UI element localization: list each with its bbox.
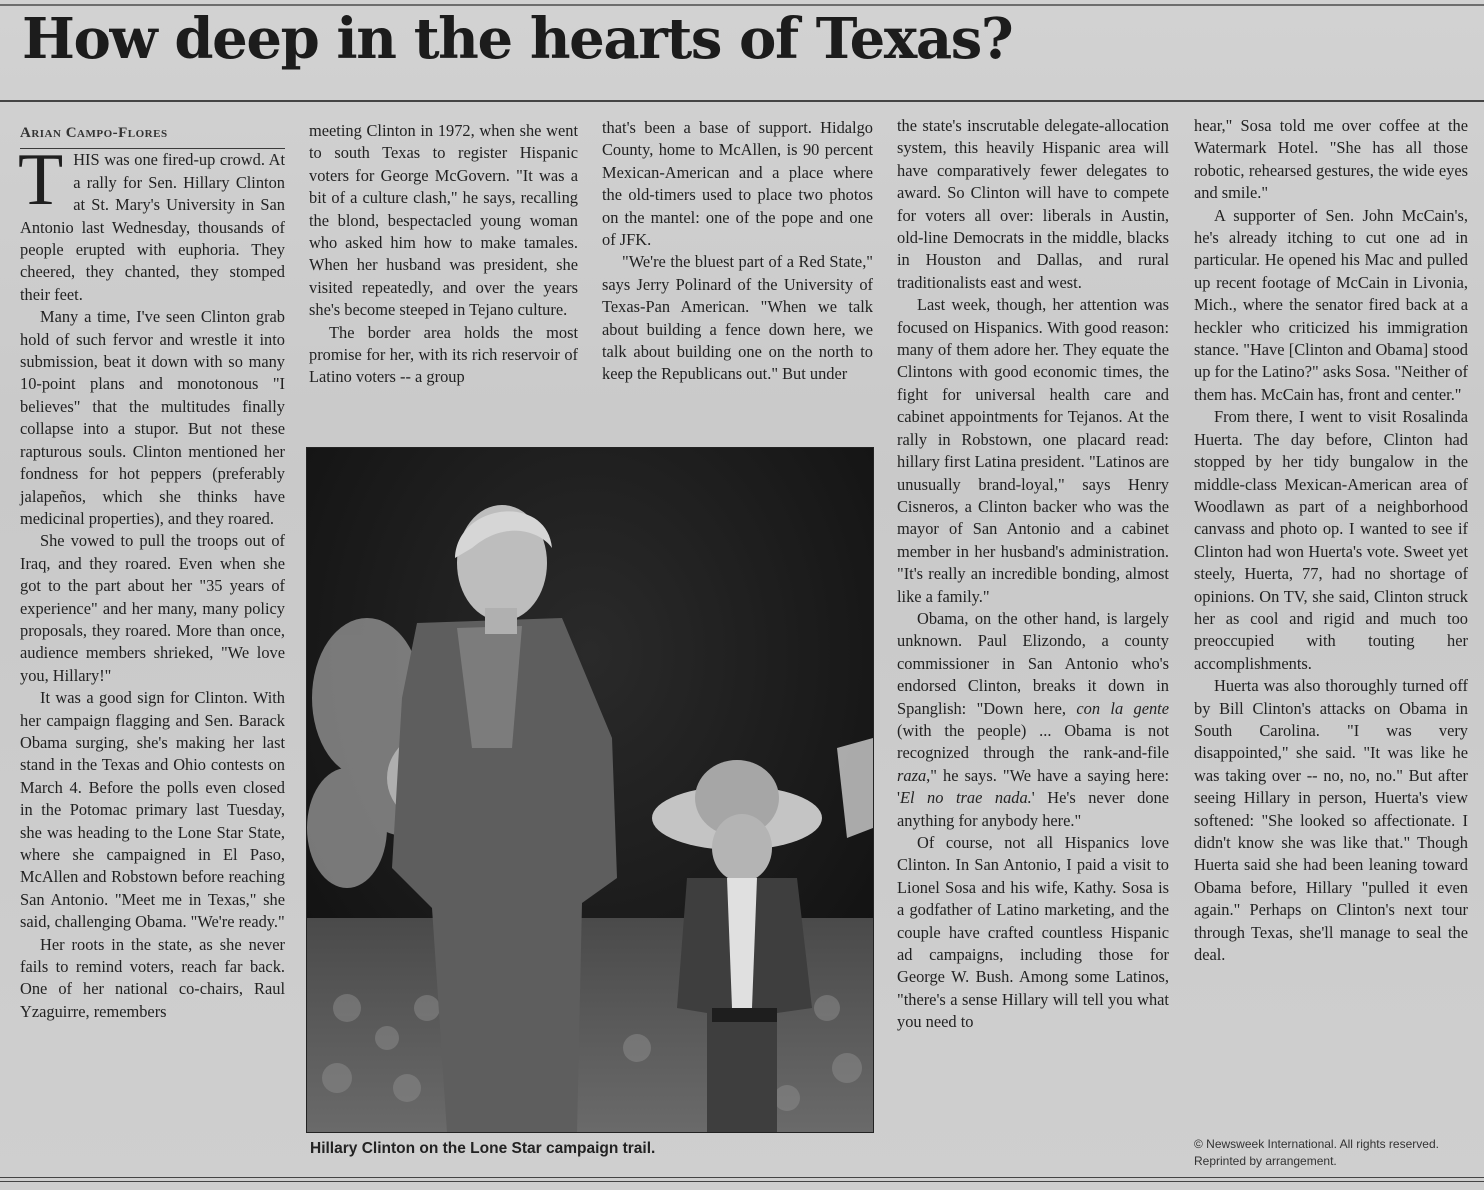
column-1 bbox=[20, 122, 285, 1023]
headline: How deep in the hearts of Texas? bbox=[22, 6, 1013, 72]
byline: Arian Campo-Flores bbox=[20, 122, 285, 149]
paragraph: Huerta was also thoroughly turned off by Bill Clinton's attacks on Obama in South Carolina. "I was very disappointed," she said. "It was like he was taking over -- no, no, no." But after seeing Hillary in person, Huerta's view softened: "She looked so affectionate. I didn't know she was like that." Though Huerta said she had been leaning toward Obama before, Hillary "pulled it even again." Perhaps on Clinton's next tour through Texas, she'll manage to seal the deal. bbox=[1194, 676, 1468, 965]
paragraph: meeting Clinton in 1972, when she went to south Texas to register Hispanic voters for George McGovern. "It was a bit of a culture clash," he says, recalling the blond, bespectacled young woman who asked him how to make tamales. When her husband was president, she visited repeatedly, and over the years she's become steeped in Tejano culture. bbox=[309, 121, 578, 320]
paragraph: Her roots in the state, as she never fails to remind voters, reach far back. One of her national co-chairs, Raul Yzaguirre, remembers bbox=[20, 934, 285, 1021]
paragraph: She vowed to pull the troops out of Iraq, and they roared. Even when she got to the part about her "35 years of experience" and her many, many policy proposals, they roared. More than once, audience members shrieked, "We love you, Hillary!" bbox=[20, 531, 285, 685]
column-2 bbox=[309, 120, 578, 389]
paragraph: A supporter of Sen. John McCain's, he's already itching to cut one ad in particular. He opened his Mac and pulled up recent footage of McCain in Livonia, Mich., where the senator fired back at a heckler who criticized his immigration stance. "Have [Clinton and Obama] stood up for the Latino?" asks Sosa. "Neither of them has. McCain has, front and center." bbox=[1194, 205, 1468, 404]
paragraph: Last week, though, her attention was focused on Hispanics. With good reason: many of them adore her. They equate the Clintons with good economic times, the fight for universal health care and cabinet appointments for Tejanos. At the rally in Robstown, one placard read: hillary first Latina president. "Latinos are unusually brand-loyal," says Henry Cisneros, a Clinton backer who was the mayor of San Antonio and a cabinet member in her husband's administration. "It's really an incredible bonding, almost like a family." bbox=[897, 295, 1169, 606]
copyright-line: © Newsweek International. All rights reserved. bbox=[1194, 1137, 1439, 1151]
bottom-rule bbox=[0, 1177, 1484, 1178]
paragraph: The border area holds the most promise for her, with its rich reservoir of Latino voters -- a group bbox=[309, 322, 578, 387]
paragraph: "We're the bluest part of a Red State," says Jerry Polinard of the University of Texas-Pan American. "When we talk about building a fence down here, we talk about building one on the north to keep the Republicans out." But under bbox=[602, 252, 873, 384]
paragraph: Of course, not all Hispanics love Clinton. In San Antonio, I paid a visit to Lionel Sosa and his wife, Kathy. Sosa is a godfather of Latino marketing, and the couple have crafted countless Hispanic ad campaigns, including those for George W. Bush. Among some Latinos, "there's a sense Hillary will tell you what you need to bbox=[897, 833, 1169, 1032]
column-4 bbox=[897, 115, 1169, 1034]
paragraph bbox=[897, 608, 1169, 832]
bottom-rule-2 bbox=[0, 1181, 1484, 1182]
text-run-italic: con la gente bbox=[1076, 698, 1169, 718]
paragraph: Many a time, I've seen Clinton grab hold of such fervor and wrestle it into submission, beat it down with so many 10-point plans and monotonous "I believes" that the multitudes finally collapse into a stupor. But not these rapturous souls. Clinton mentioned her fondness for hot peppers (preferably jalapeños, which she thinks have medicinal properties), and they roared. bbox=[20, 307, 285, 528]
text-run: Obama, on the other hand, is largely unknown. Paul Elizondo, a county commissioner in San Antonio who's endorsed Clinton, breaks it down in Spanglish: "Down here, bbox=[897, 608, 1169, 718]
photo-caption: Hillary Clinton on the Lone Star campaign trail. bbox=[310, 1140, 656, 1157]
paragraph-text: HIS was one fired-up crowd. At a rally for Sen. Hillary Clinton at St. Mary's University in San Antonio last Wednesday, thousands of people erupted with euphoria. They cheered, they chanted, they stomped their feet. bbox=[20, 150, 285, 304]
paragraph: From there, I went to visit Rosalinda Huerta. The day before, Clinton had stopped by her tidy bungalow in the middle-class Mexican-American area of Woodlawn as part of a neighborhood canvass and photo op. I wanted to see if Clinton had won Huerta's vote. Sweet yet steely, Huerta, 77, had no shortage of opinions. On TV, she said, Clinton struck her as cool and rigid and much too preoccupied with touting her accomplishments. bbox=[1194, 407, 1468, 673]
copyright-notice bbox=[1194, 1136, 1470, 1170]
drop-cap: T bbox=[18, 139, 64, 222]
paragraph bbox=[18, 139, 285, 306]
headline-rule bbox=[0, 100, 1484, 102]
paragraph: that's been a base of support. Hidalgo County, home to McAllen, is 90 percent Mexican-American and a place where the old-timers used to place two photos on the mantel: one of the pope and one of JFK. bbox=[602, 118, 873, 250]
column-5 bbox=[1194, 115, 1468, 966]
campaign-photo bbox=[306, 447, 874, 1133]
paragraph: the state's inscrutable delegate-allocation system, this heavily Hispanic area will have comparatively fewer delegates to award. So Clinton will have to compete for voters all over: liberals in Austin, old-line Democrats in the middle, blacks in Houston and Dallas, and rural traditionalists east and west. bbox=[897, 116, 1169, 292]
paragraph: hear," Sosa told me over coffee at the Watermark Hotel. "She has all those robotic, rehearsed gestures, the wide eyes and smile." bbox=[1194, 116, 1468, 203]
text-run-italic: El no trae nada. bbox=[899, 788, 1032, 808]
text-run: ," he says. "We have a saying here: ' bbox=[897, 765, 1169, 808]
paragraph: It was a good sign for Clinton. With her campaign flagging and Sen. Barack Obama surging, she's making her last stand in the Texas and Ohio contests on March 4. Before the polls even closed in the Potomac primary last Tuesday, she was heading to the Lone Star State, where she campaigned in El Paso, McAllen and Robstown before reaching San Antonio. "Meet me in Texas," she said, challenging Obama. "We're ready." bbox=[20, 688, 285, 932]
photo-image bbox=[307, 448, 873, 1132]
column-3 bbox=[602, 117, 873, 386]
text-run: ' He's never done anything for anybody here." bbox=[897, 788, 1170, 830]
reprint-line: Reprinted by arrangement. bbox=[1194, 1154, 1337, 1168]
text-run-italic: raza bbox=[897, 765, 927, 785]
text-run: (with the people) ... Obama is not recognized through the rank-and-file bbox=[897, 720, 1169, 763]
